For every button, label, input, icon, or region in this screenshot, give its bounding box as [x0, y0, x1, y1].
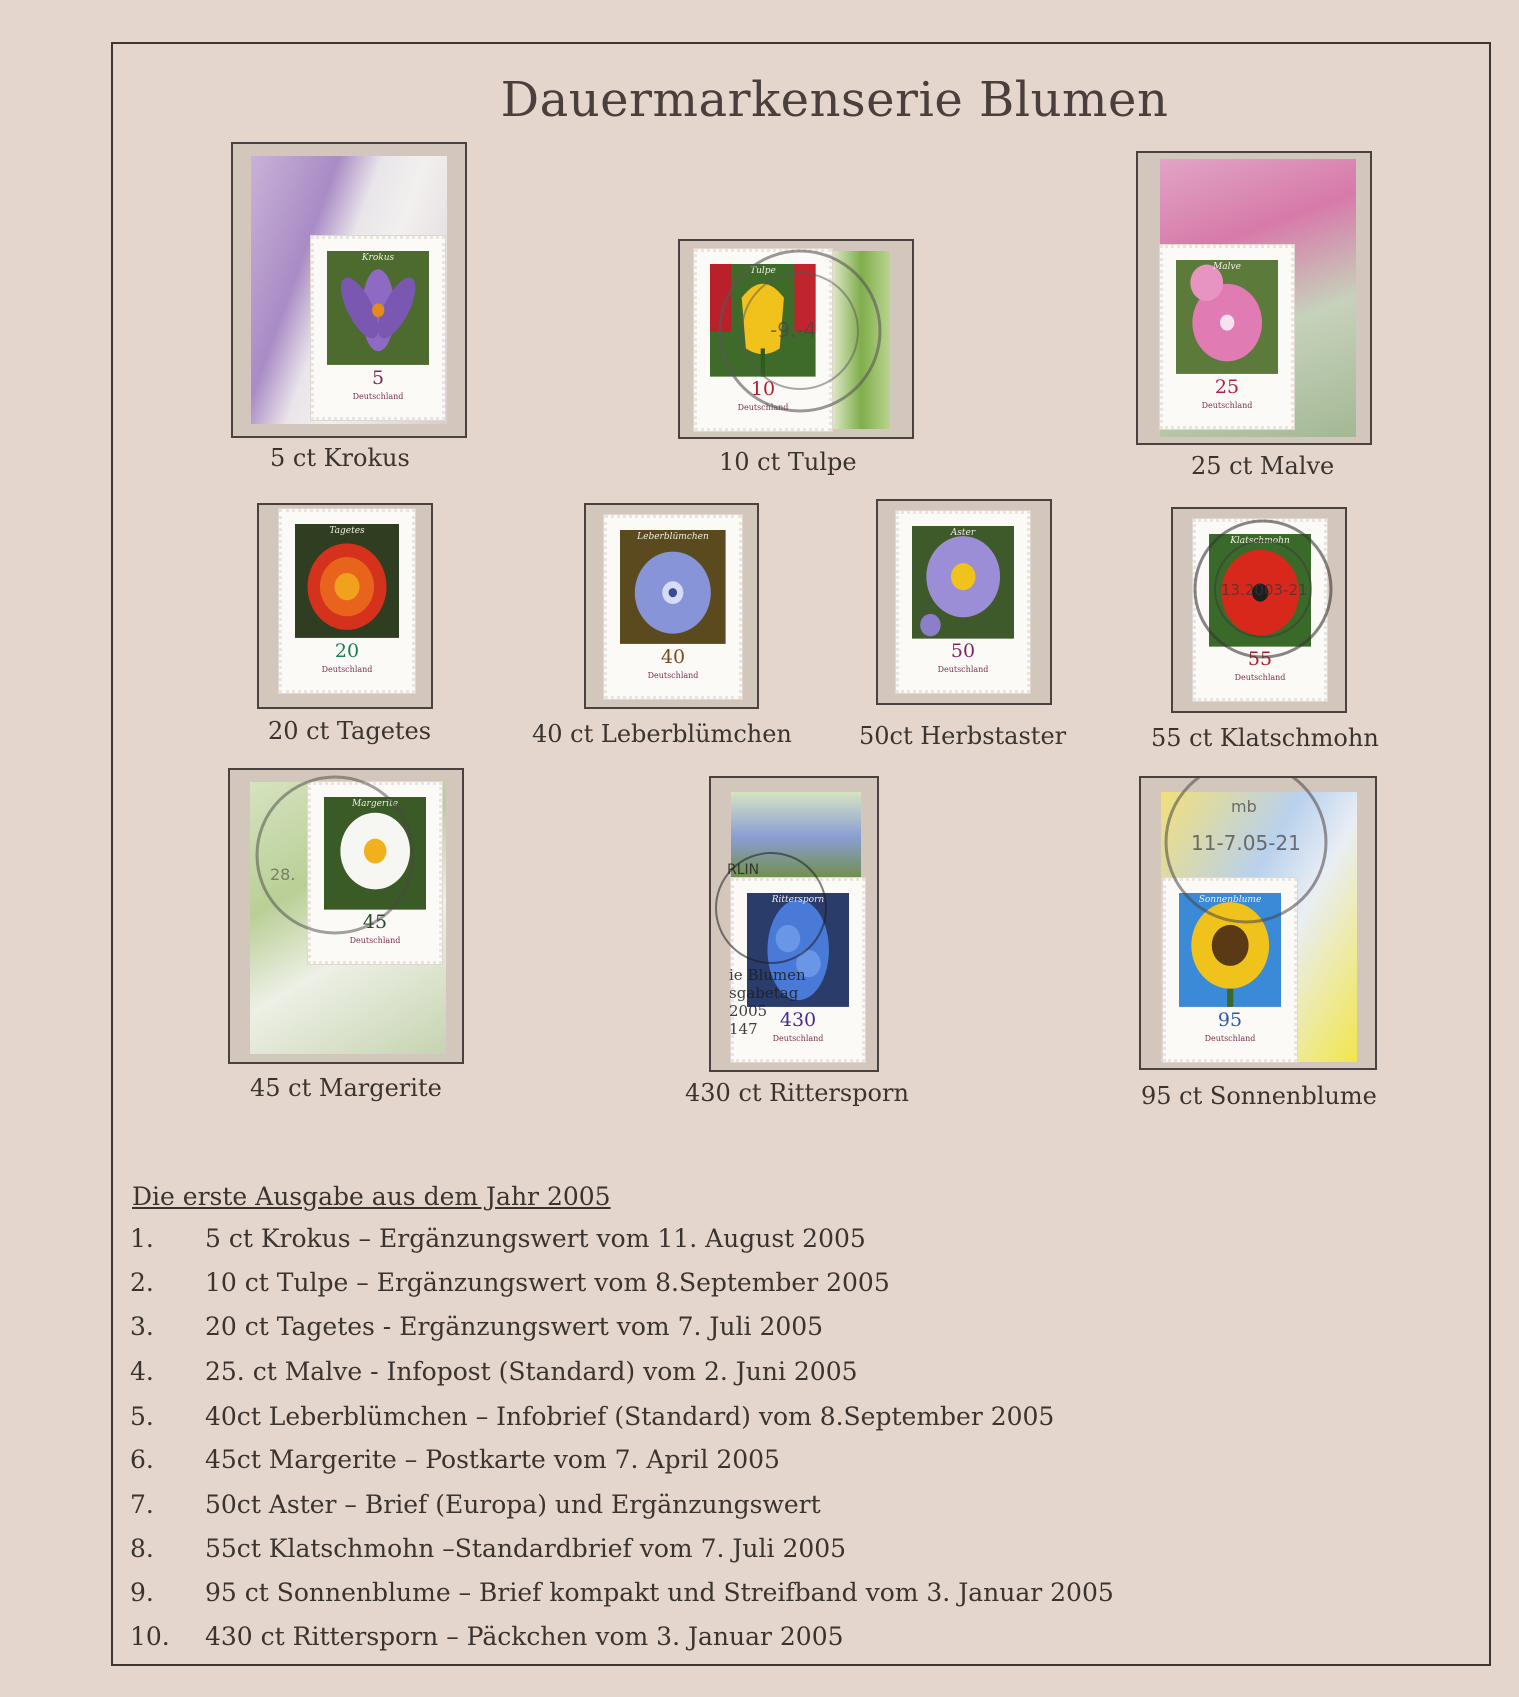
stamp-country: Deutschland — [647, 671, 699, 681]
page-title: Dauermarkenserie Blumen — [500, 72, 1169, 128]
selvage-picture — [731, 792, 861, 882]
stamp-krokus — [311, 236, 445, 420]
flower-picture — [327, 251, 429, 365]
stamp-country: Deutschland — [1234, 673, 1286, 683]
stamp-mount-krokus — [231, 142, 467, 438]
list-item-text: 50ct Aster – Brief (Europa) und Ergänzungswert — [205, 1490, 821, 1519]
stamp-value: 40 — [660, 645, 686, 668]
stamp-mount-malve — [1136, 151, 1372, 445]
list-item-number: 8. — [130, 1534, 154, 1563]
list-item-number: 1. — [130, 1224, 154, 1253]
list-item-text: 40ct Leberblümchen – Infobrief (Standard) vom 8.September 2005 — [205, 1402, 1055, 1431]
postmark-text: RLIN — [727, 862, 760, 878]
stamp-value: 95 — [1217, 1008, 1243, 1031]
postmark-text: 147 — [729, 1020, 758, 1038]
postmark-text: ie Blumen — [729, 966, 806, 984]
flower-picture — [295, 524, 399, 638]
stamp-klatschmohn — [1193, 519, 1327, 701]
list-item-number: 2. — [130, 1268, 154, 1297]
list-item-text: 10 ct Tulpe – Ergänzungswert vom 8.September 2005 — [205, 1268, 890, 1297]
stamp-country: Deutschland — [772, 1034, 824, 1044]
stamp-mount-rittersporn — [709, 776, 879, 1072]
stamp-caption: 5 ct Krokus — [270, 444, 410, 472]
flower-name: Krokus — [361, 253, 395, 264]
flower-name: Rittersporn — [771, 895, 825, 906]
flower-picture — [710, 264, 816, 377]
stamp-country: Deutschland — [1204, 1034, 1256, 1044]
flower-name: Klatschmohn — [1230, 536, 1290, 547]
flower-name: Sonnenblume — [1198, 895, 1262, 906]
stamp-value: 20 — [334, 639, 360, 662]
flower-name: Aster — [950, 528, 976, 539]
stamp-value: 25 — [1214, 375, 1240, 398]
postmark-text: mb — [1231, 797, 1257, 816]
selvage-picture — [832, 251, 890, 429]
stamp-mount-klatschmohn — [1171, 507, 1347, 713]
stamp-tagetes — [279, 509, 415, 693]
stamp-country: Deutschland — [937, 665, 989, 675]
stamp-mount-aster — [876, 499, 1052, 705]
flower-picture — [324, 797, 426, 910]
stamp-tulpe — [694, 249, 832, 431]
flower-name: Margerite — [351, 799, 399, 810]
stamp-caption: 25 ct Malve — [1191, 452, 1335, 480]
stamp-value: 45 — [362, 911, 388, 934]
flower-picture — [1176, 260, 1278, 374]
stamp-country: Deutschland — [349, 936, 401, 946]
list-item-text: 20 ct Tagetes - Ergänzungswert vom 7. Juli 2005 — [205, 1312, 824, 1341]
stamp-caption: 20 ct Tagetes — [268, 717, 432, 745]
stamp-leberbluemchen — [604, 515, 742, 699]
stamp-value: 50 — [950, 640, 976, 663]
flower-picture — [747, 893, 849, 1007]
stamp-value: 10 — [750, 378, 776, 401]
flower-picture — [620, 530, 726, 644]
list-item-number: 4. — [130, 1357, 154, 1386]
stamp-country: Deutschland — [1201, 401, 1253, 411]
postmark-date: 11-7.05-21 — [1191, 831, 1301, 855]
flower-name: Tagetes — [329, 526, 365, 537]
list-item-text: 5 ct Krokus – Ergänzungswert vom 11. August 2005 — [205, 1224, 866, 1253]
stamp-caption: 50ct Herbstaster — [859, 722, 1067, 750]
list-item-text: 45ct Margerite – Postkarte vom 7. April 2005 — [205, 1445, 780, 1474]
stamp-mount-leberbluemchen — [584, 503, 759, 709]
list-item-text: 430 ct Rittersporn – Päckchen vom 3. Januar 2005 — [205, 1622, 844, 1651]
stamp-rittersporn — [731, 878, 865, 1062]
postmark-date: -9.-4 — [770, 318, 817, 342]
stamp-country: Deutschland — [737, 403, 789, 413]
stamp-caption: 95 ct Sonnenblume — [1141, 1082, 1377, 1110]
stamp-mount-margerite — [228, 768, 464, 1064]
flower-name: Leberblümchen — [637, 532, 709, 543]
stamp-value: 430 — [779, 1008, 817, 1031]
postmark-date: 13.2003-21 — [1221, 581, 1308, 599]
stamp-caption: 40 ct Leberblümchen — [532, 720, 792, 748]
stamp-country: Deutschland — [352, 392, 404, 402]
stamp-caption: 430 ct Rittersporn — [685, 1079, 909, 1107]
list-item-number: 9. — [130, 1578, 154, 1607]
stamp-mount-sonnenblume — [1139, 776, 1377, 1070]
flower-name: Tulpe — [750, 266, 776, 277]
list-item-text: 25. ct Malve - Infopost (Standard) vom 2. Juni 2005 — [205, 1357, 858, 1386]
flower-name: Malve — [1213, 262, 1241, 273]
stamp-caption: 10 ct Tulpe — [719, 448, 857, 476]
stamp-caption: 55 ct Klatschmohn — [1151, 724, 1379, 752]
stamp-country: Deutschland — [321, 665, 373, 675]
postmark-date: 28. — [270, 865, 296, 884]
flower-picture — [1209, 534, 1311, 647]
list-item-number: 6. — [130, 1445, 154, 1474]
flower-picture — [912, 526, 1014, 639]
stamp-margerite — [308, 782, 442, 964]
list-item-number: 10. — [130, 1622, 170, 1651]
list-item-number: 3. — [130, 1312, 154, 1341]
list-item-text: 55ct Klatschmohn –Standardbrief vom 7. Juli 2005 — [205, 1534, 847, 1563]
stamp-malve — [1160, 245, 1294, 429]
stamp-mount-tagetes — [257, 503, 433, 709]
postmark-text: 2005 — [729, 1002, 768, 1020]
postmark-text: sgabetag — [729, 984, 799, 1002]
list-item-number: 7. — [130, 1490, 154, 1519]
list-item-text: 95 ct Sonnenblume – Brief kompakt und Streifband vom 3. Januar 2005 — [205, 1578, 1114, 1607]
list-heading: Die erste Ausgabe aus dem Jahr 2005 — [132, 1182, 611, 1211]
stamp-sonnenblume — [1163, 878, 1297, 1062]
list-item-number: 5. — [130, 1402, 154, 1431]
stamp-value: 55 — [1247, 648, 1273, 671]
stamp-mount-tulpe — [678, 239, 914, 439]
stamp-value: 5 — [371, 366, 385, 389]
flower-picture — [1179, 893, 1281, 1007]
stamp-caption: 45 ct Margerite — [250, 1074, 442, 1102]
stamp-aster — [896, 511, 1030, 693]
